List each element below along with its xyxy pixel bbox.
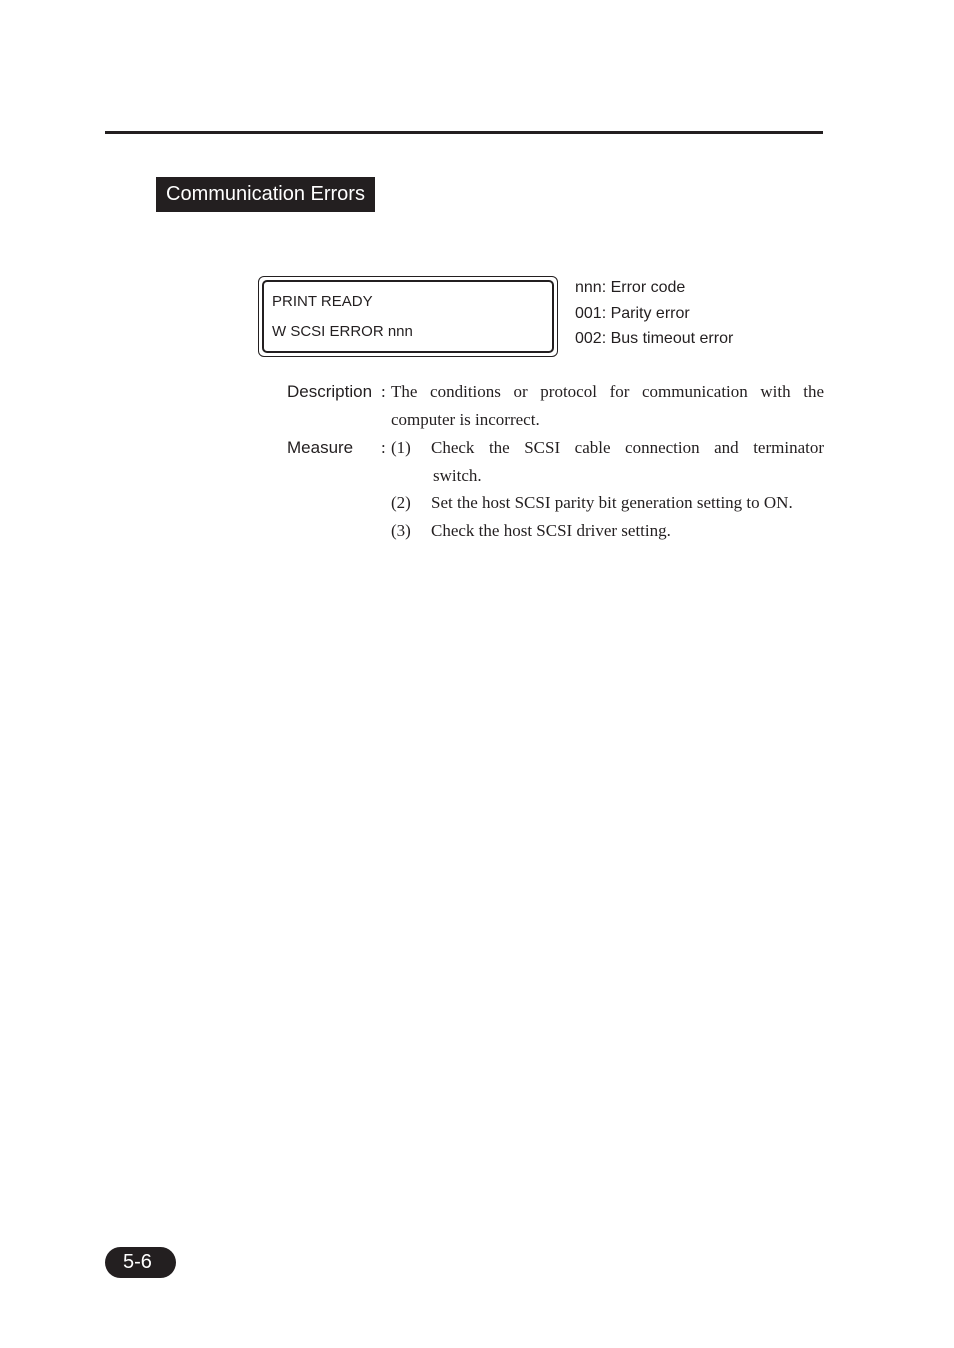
- lcd-screen: [262, 280, 554, 353]
- measure-item-2-number: (2): [391, 493, 411, 512]
- code-001: 001: Parity error: [575, 304, 690, 322]
- description-line-1: The conditions or protocol for communication with the: [391, 382, 824, 401]
- measure-item-1-number: (1): [391, 438, 411, 457]
- measure-item-2-line-1: Set the host SCSI parity bit generation setting to ON.: [431, 493, 793, 512]
- description-line-2: computer is incorrect.: [391, 410, 540, 429]
- lcd-line-2: W SCSI ERROR nnn: [272, 323, 413, 340]
- lcd-line-1: PRINT READY: [272, 293, 373, 310]
- measure-label: Measure: [287, 438, 354, 457]
- page-number-badge: 5-6: [105, 1247, 176, 1278]
- header-rule: [105, 131, 823, 134]
- lcd-display: [258, 276, 558, 357]
- code-nnn: nnn: Error code: [575, 279, 686, 296]
- description-label: Description: [287, 382, 373, 401]
- description-colon: :: [381, 382, 386, 401]
- code-002: 002: Bus timeout error: [575, 330, 734, 347]
- measure-item-1-line-1: Check the SCSI cable connection and terminator: [431, 438, 824, 457]
- error-code-legend: [575, 277, 733, 354]
- measure-item-3-line-1: Check the host SCSI driver setting.: [431, 521, 671, 540]
- section-title: Communication Errors: [156, 177, 375, 212]
- measure-item-3-number: (3): [391, 521, 411, 540]
- measure-colon: :: [381, 438, 386, 457]
- measure-item-1-line-2: switch.: [433, 466, 482, 485]
